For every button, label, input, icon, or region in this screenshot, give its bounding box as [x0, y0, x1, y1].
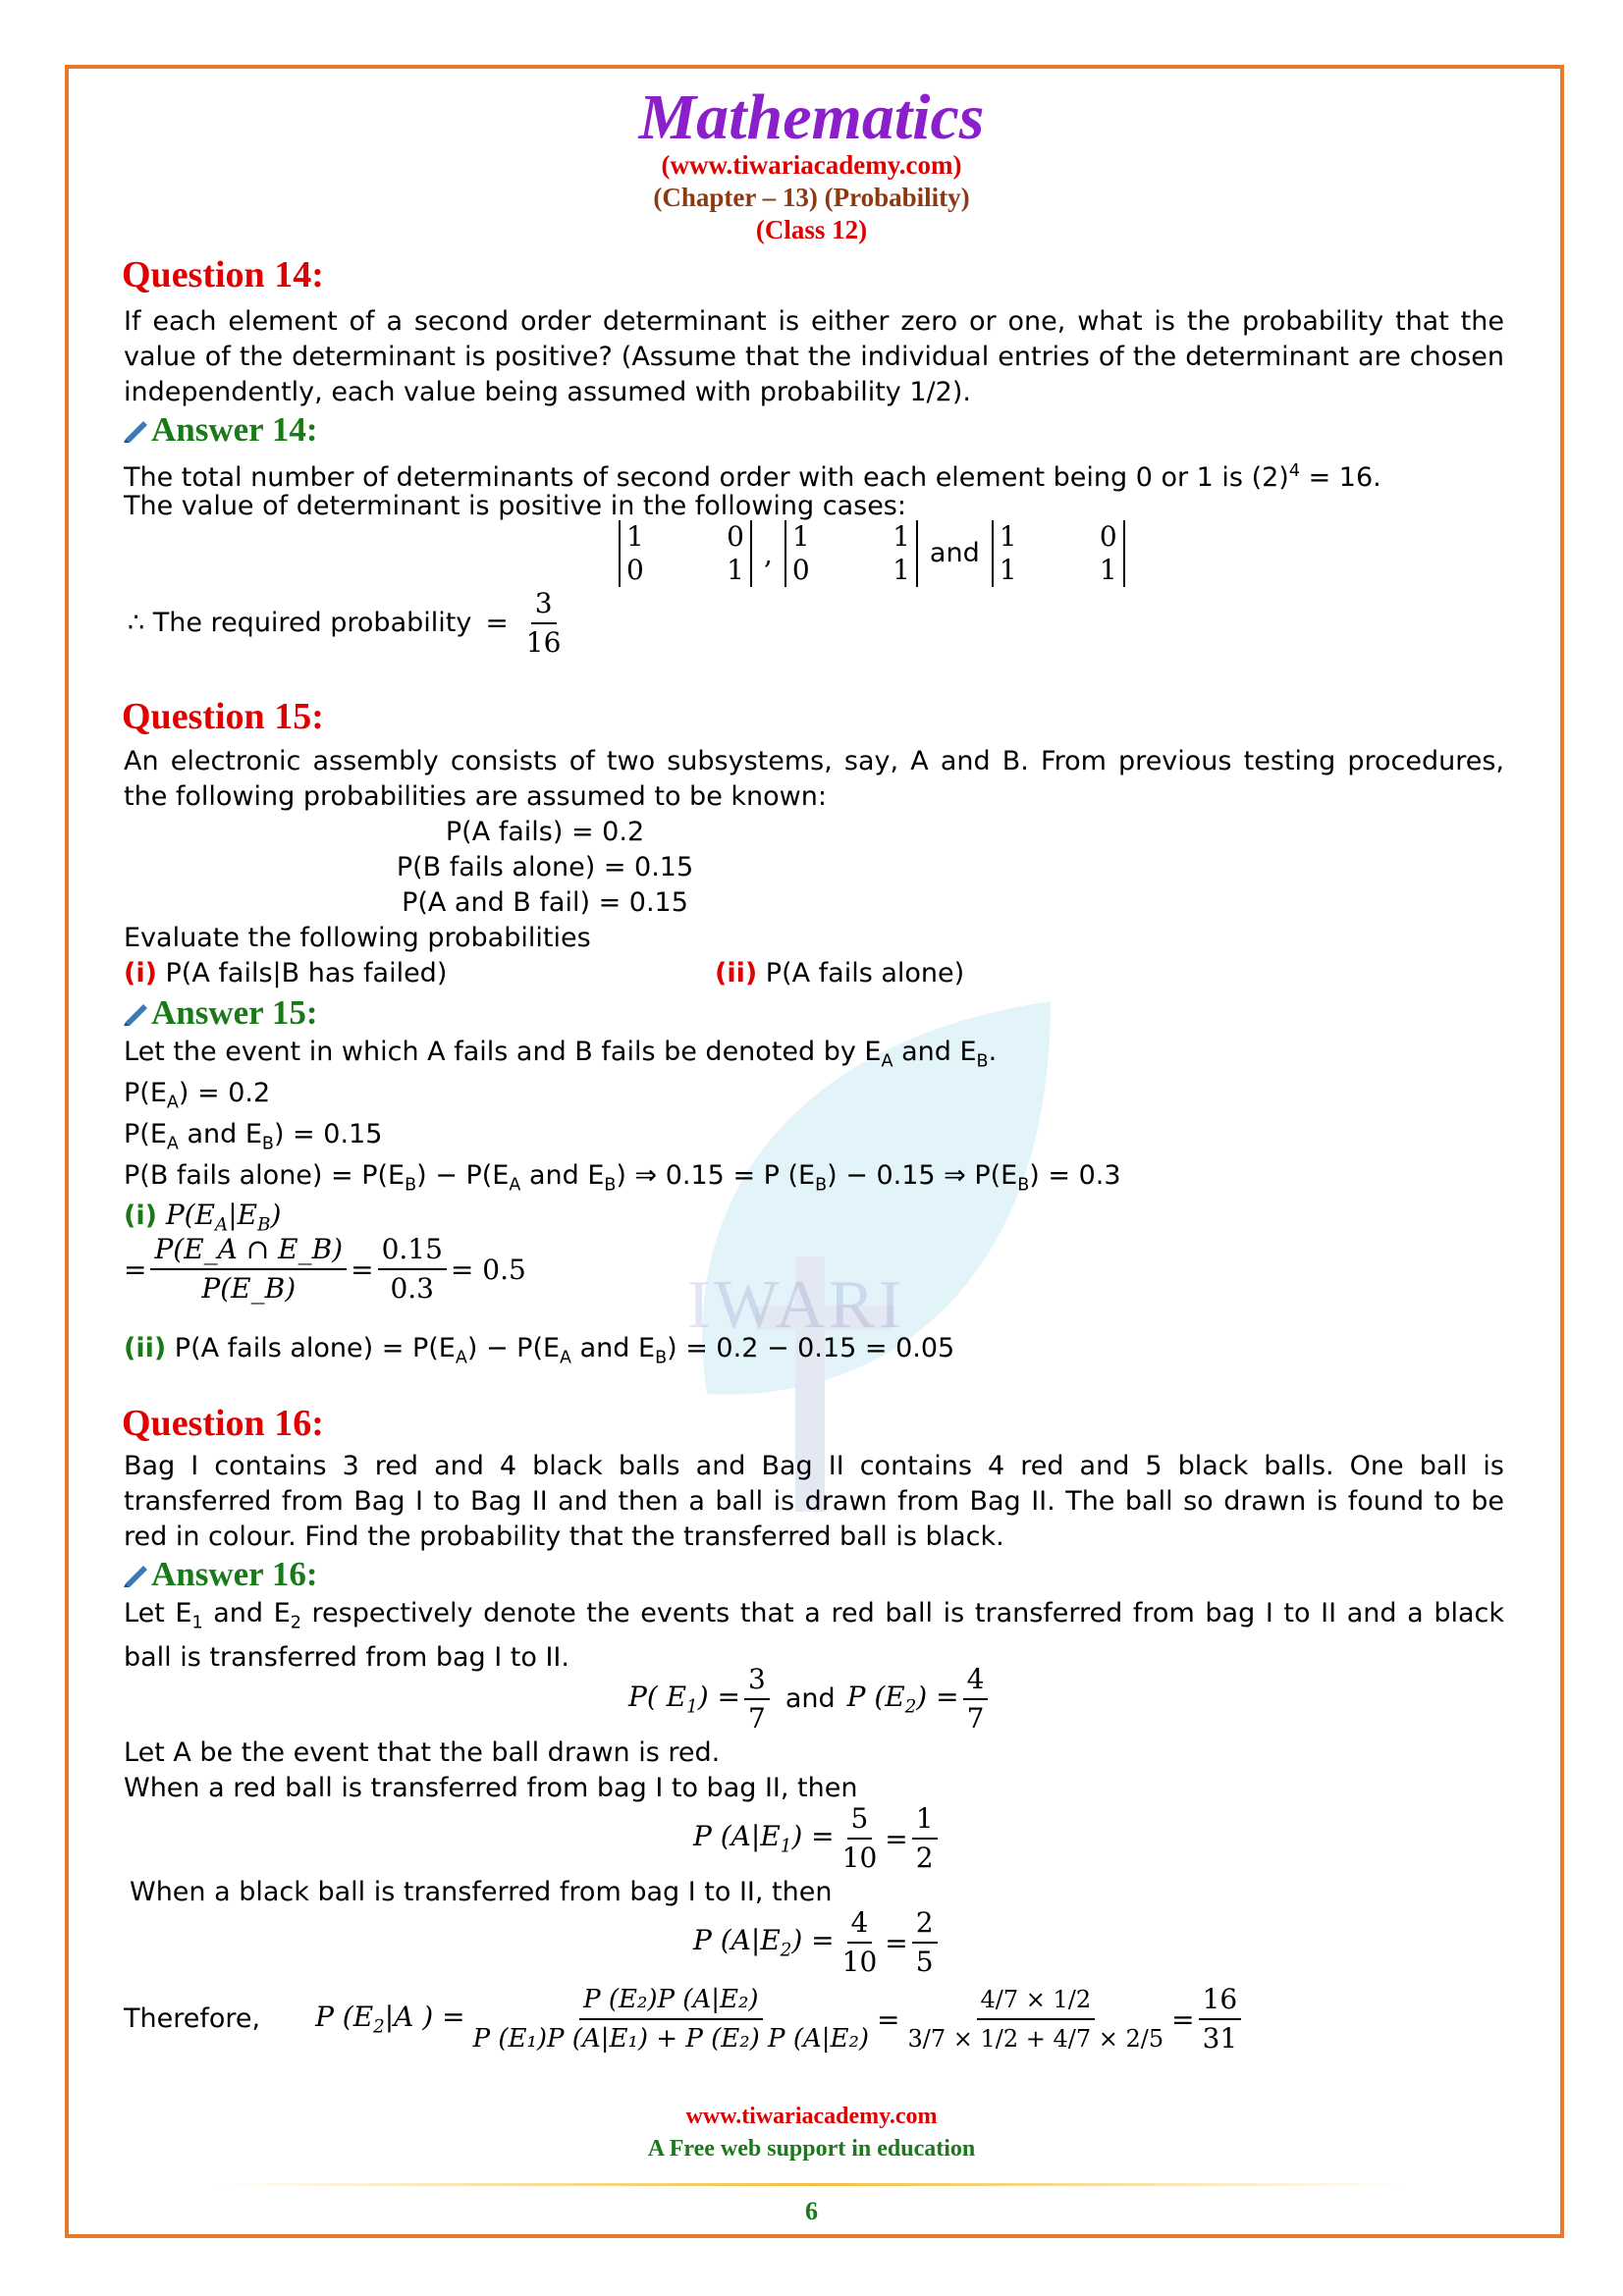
answer-16-line2: Let A be the event that the ball drawn is red.: [124, 1737, 721, 1768]
answer-15-part-i: (i) $P(E_A|E_B)$: [124, 1199, 282, 1236]
answer-14-line1: The total number of determinants of second order with each element being 0 or 1 is $(2)^4 = 16$.: [124, 461, 1381, 493]
watermark-text: IWARI: [687, 1267, 906, 1343]
pen-icon: [124, 1000, 149, 1026]
determinant-3: 1 0 1 1: [992, 520, 1125, 587]
q15-evaluate: Evaluate the following probabilities: [124, 923, 591, 953]
footer-tagline: A Free web support in education: [647, 2136, 976, 2162]
page-title: Mathematics: [638, 81, 985, 153]
answer-16-final: Therefore, P ($E_2|A$ ) = $\frac{\text{P (E₂)P (A|E₂)}}{\text{P (E₁)P (A|E₁) + P (E₂) P (A|E₂)}}$ = $\frac{4/7 \times 1/2}{3/7 \times 1/2 + 4/7 \times 2/5}$ = $\frac{16}{31}$: [124, 1983, 1245, 2056]
answer-14-text: Answer 14:: [151, 410, 318, 449]
page-number: 6: [805, 2197, 818, 2225]
footer-divider: [216, 2183, 1407, 2186]
determinant-2: 1 1 0 1: [784, 520, 918, 587]
question-15-label: Question 15:: [122, 696, 324, 737]
answer-15-label: [124, 993, 317, 1033]
answer-16-label: [124, 1555, 317, 1594]
pen-icon: [124, 1562, 149, 1587]
question-16-label: Question 16:: [122, 1403, 324, 1444]
header-url: (www.tiwariacademy.com): [661, 150, 962, 180]
answer-16-pa2: P $(A|E_2)$ = $\frac{4}{10}$ = $\frac{2}{5}$: [693, 1906, 942, 1979]
question-14-text: If each element of a second order determinant is either zero or one, what is the probability that the value of the determinant is positive? (Assume that the individual entries of the determinant are chosen independently, each value being assumed with probability 1/2).: [124, 306, 1504, 407]
answer-15-line4: P(B fails alone) = $P(E_B) - P(E_A$ and $E_B$) ⇒ 0.15 = P $(E_B) - 0.15$ ⇒ $P(E_B) = 0.3$: [124, 1160, 1121, 1196]
q15-part-ii: (ii) P(A fails alone): [715, 958, 965, 988]
question-14-label: Question 14:: [122, 254, 324, 295]
answer-15-part-ii: (ii) P(A fails alone) = $P(E_A) - P(E_A$ and $E_B) = 0.2 - 0.15 = 0.05$: [124, 1333, 955, 1368]
header-chapter: (Chapter – 13) (Probability): [653, 183, 970, 212]
determinants-row: 1 0 0 1 , 1 1 0 1 and 1 0 1 1: [619, 520, 1125, 587]
answer-14-label: [124, 410, 317, 450]
q15-given-1: P(A fails) = 0.2: [445, 817, 645, 847]
header-class: (Class 12): [755, 215, 868, 244]
footer-url[interactable]: www.tiwariacademy.com: [685, 2104, 938, 2129]
answer-16-text: Answer 16:: [151, 1555, 318, 1593]
q15-given-3: P(A and B fail) = 0.15: [402, 887, 688, 918]
determinant-1: 1 0 0 1: [619, 520, 752, 587]
answer-15-line3: $P(E_A$ and $E_B) = 0.15$: [124, 1119, 383, 1154]
pen-icon: [124, 417, 149, 443]
answer-16-line3: When a red ball is transferred from bag I to bag II, then: [124, 1773, 858, 1803]
answer-16-line4: When a black ball is transferred from bag I to II, then: [130, 1877, 833, 1907]
q15-part-i: (i) P(A fails|B has failed): [124, 958, 448, 988]
answer-15-text: Answer 15:: [151, 993, 318, 1032]
answer-16-line1: Let $E_1$ and $E_2$ respectively denote the events that a red ball is transferred from bag I to II and a black ball is transferred from bag I to II.: [124, 1598, 1504, 1674]
answer-16-pa1: P $(A|E_1)$ = $\frac{5}{10}$ = $\frac{1}{2}$: [693, 1802, 942, 1875]
answer-14-result: ∴ The required probability = $\frac{3}{16}$: [128, 587, 562, 659]
question-16-text: Bag I contains 3 red and 4 black balls and Bag II contains 4 red and 5 black balls. One ball is transferred from Bag I to Bag II and then a ball is drawn from Bag II. The ball so drawn is found to be red in colour. Find the probability that the transferred ball is black.: [124, 1451, 1504, 1552]
answer-15-line2: $P(E_A) = 0.2$: [124, 1078, 271, 1113]
question-15-text: An electronic assembly consists of two subsystems, say, A and B. From previous testing procedures, the following probabilities are assumed to be known:: [124, 746, 1504, 812]
answer-14-line2: The value of determinant is positive in the following cases:: [124, 491, 906, 521]
answer-15-fraction: = $\frac{P(E\_A \cap E\_B)}{P(E\_B)}$ = $\frac{0.15}{0.3}$ = 0.5: [124, 1233, 526, 1305]
q15-given-2: P(B fails alone) = 0.15: [396, 852, 694, 882]
answer-15-line1: Let the event in which A fails and B fails be denoted by $E_A$ and $E_B$.: [124, 1037, 998, 1072]
answer-16-pe: P( $E_1$) = $\frac{3}{7}$ and P $(E_2)$ = $\frac{4}{7}$: [628, 1663, 992, 1735]
